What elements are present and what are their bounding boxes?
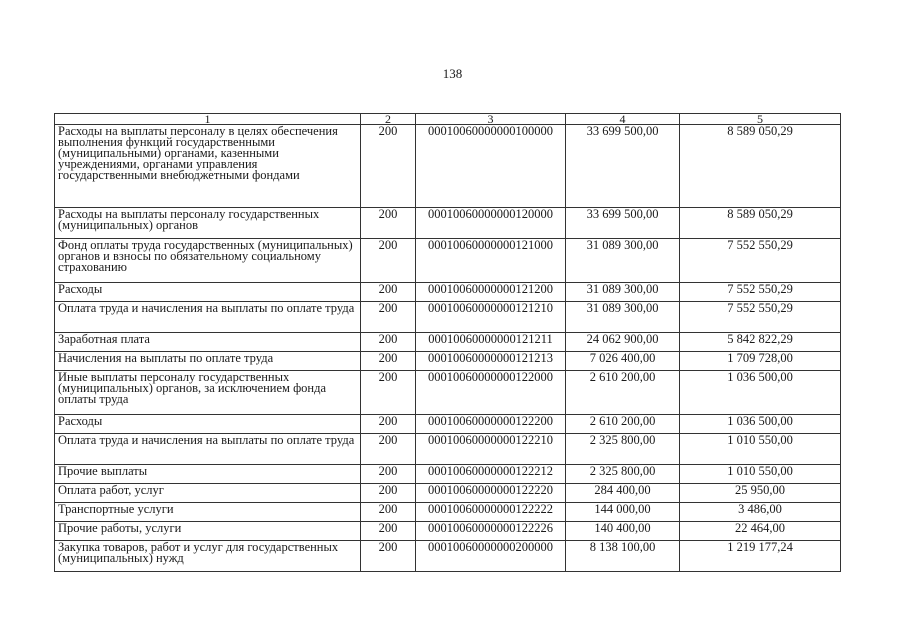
column-header: 5 <box>680 114 841 125</box>
row-code: 200 <box>361 434 416 465</box>
row-actual-amount: 1 219 177,24 <box>680 541 841 572</box>
row-code: 200 <box>361 522 416 541</box>
row-description: Закупка товаров, работ и услуг для государственных (муниципальных) нужд <box>55 541 361 572</box>
column-header: 1 <box>55 114 361 125</box>
row-code: 200 <box>361 503 416 522</box>
row-actual-amount: 1 036 500,00 <box>680 415 841 434</box>
row-description: Прочие работы, услуги <box>55 522 361 541</box>
row-kbk: 00010060000000122210 <box>416 434 566 465</box>
budget-table <box>54 113 841 572</box>
row-description: Оплата труда и начисления на выплаты по оплате труда <box>55 434 361 465</box>
row-planned-amount: 140 400,00 <box>566 522 680 541</box>
row-description: Расходы <box>55 283 361 302</box>
row-planned-amount: 2 610 200,00 <box>566 371 680 415</box>
row-planned-amount: 33 699 500,00 <box>566 125 680 208</box>
row-code: 200 <box>361 465 416 484</box>
table-row <box>55 415 841 434</box>
row-actual-amount: 8 589 050,29 <box>680 208 841 239</box>
row-kbk: 00010060000000122220 <box>416 484 566 503</box>
row-planned-amount: 144 000,00 <box>566 503 680 522</box>
row-code: 200 <box>361 484 416 503</box>
row-code: 200 <box>361 208 416 239</box>
row-kbk: 00010060000000121200 <box>416 283 566 302</box>
table-row <box>55 465 841 484</box>
table-row <box>55 434 841 465</box>
row-kbk: 00010060000000121210 <box>416 302 566 333</box>
row-description: Оплата труда и начисления на выплаты по оплате труда <box>55 302 361 333</box>
table-row <box>55 503 841 522</box>
row-kbk: 00010060000000122200 <box>416 415 566 434</box>
row-code: 200 <box>361 302 416 333</box>
table-row <box>55 371 841 415</box>
row-code: 200 <box>361 541 416 572</box>
row-description: Транспортные услуги <box>55 503 361 522</box>
row-kbk: 00010060000000200000 <box>416 541 566 572</box>
row-planned-amount: 2 325 800,00 <box>566 434 680 465</box>
row-planned-amount: 8 138 100,00 <box>566 541 680 572</box>
row-actual-amount: 25 950,00 <box>680 484 841 503</box>
row-planned-amount: 284 400,00 <box>566 484 680 503</box>
row-description: Начисления на выплаты по оплате труда <box>55 352 361 371</box>
row-description: Расходы на выплаты персоналу государственных (муниципальных) органов <box>55 208 361 239</box>
table-row <box>55 302 841 333</box>
row-planned-amount: 31 089 300,00 <box>566 239 680 283</box>
row-description: Расходы <box>55 415 361 434</box>
row-description: Прочие выплаты <box>55 465 361 484</box>
row-actual-amount: 7 552 550,29 <box>680 239 841 283</box>
row-actual-amount: 1 036 500,00 <box>680 371 841 415</box>
row-kbk: 00010060000000122212 <box>416 465 566 484</box>
row-planned-amount: 24 062 900,00 <box>566 333 680 352</box>
row-kbk: 00010060000000121213 <box>416 352 566 371</box>
column-header: 3 <box>416 114 566 125</box>
row-planned-amount: 31 089 300,00 <box>566 283 680 302</box>
row-kbk: 00010060000000122222 <box>416 503 566 522</box>
row-actual-amount: 8 589 050,29 <box>680 125 841 208</box>
row-planned-amount: 2 610 200,00 <box>566 415 680 434</box>
row-actual-amount: 7 552 550,29 <box>680 302 841 333</box>
row-code: 200 <box>361 239 416 283</box>
table-row <box>55 333 841 352</box>
table-row <box>55 283 841 302</box>
row-description: Оплата работ, услуг <box>55 484 361 503</box>
row-code: 200 <box>361 283 416 302</box>
row-description: Заработная плата <box>55 333 361 352</box>
row-code: 200 <box>361 415 416 434</box>
table-row <box>55 208 841 239</box>
row-code: 200 <box>361 333 416 352</box>
table-body <box>55 125 841 572</box>
column-header: 4 <box>566 114 680 125</box>
row-kbk: 00010060000000122226 <box>416 522 566 541</box>
row-planned-amount: 2 325 800,00 <box>566 465 680 484</box>
row-actual-amount: 1 010 550,00 <box>680 434 841 465</box>
row-description: Иные выплаты персоналу государственных (муниципальных) органов, за исключением фонда оплаты труда <box>55 371 361 415</box>
row-code: 200 <box>361 352 416 371</box>
row-actual-amount: 7 552 550,29 <box>680 283 841 302</box>
row-kbk: 00010060000000100000 <box>416 125 566 208</box>
row-kbk: 00010060000000120000 <box>416 208 566 239</box>
table-row <box>55 541 841 572</box>
page-number: 138 <box>442 66 463 81</box>
table-row <box>55 239 841 283</box>
column-header: 2 <box>361 114 416 125</box>
row-actual-amount: 1 010 550,00 <box>680 465 841 484</box>
table-row <box>55 125 841 208</box>
table-header-row <box>55 114 841 125</box>
row-planned-amount: 33 699 500,00 <box>566 208 680 239</box>
row-actual-amount: 3 486,00 <box>680 503 841 522</box>
row-description: Фонд оплаты труда государственных (муниципальных) органов и взносы по обязательному социальному страхованию <box>55 239 361 283</box>
row-kbk: 00010060000000122000 <box>416 371 566 415</box>
table-row <box>55 352 841 371</box>
row-description: Расходы на выплаты персоналу в целях обеспечения выполнения функций государственными (муниципальными) органами, казенными учреждениями, органами управления государственными внебюджетными фондами <box>55 125 361 208</box>
table-row <box>55 522 841 541</box>
row-code: 200 <box>361 125 416 208</box>
row-actual-amount: 1 709 728,00 <box>680 352 841 371</box>
row-actual-amount: 22 464,00 <box>680 522 841 541</box>
row-kbk: 00010060000000121000 <box>416 239 566 283</box>
row-planned-amount: 7 026 400,00 <box>566 352 680 371</box>
row-actual-amount: 5 842 822,29 <box>680 333 841 352</box>
row-kbk: 00010060000000121211 <box>416 333 566 352</box>
row-code: 200 <box>361 371 416 415</box>
table-row <box>55 484 841 503</box>
row-planned-amount: 31 089 300,00 <box>566 302 680 333</box>
